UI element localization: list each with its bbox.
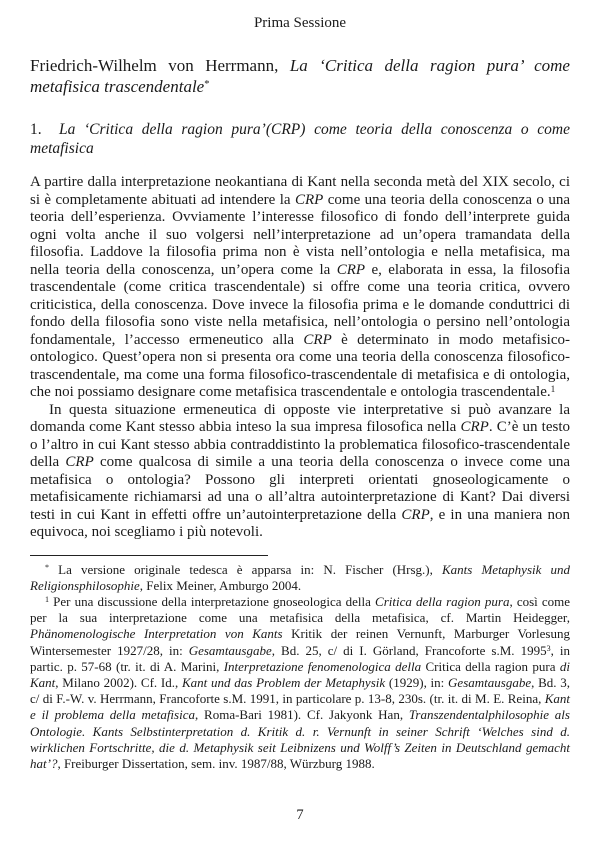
footnote-separator	[30, 555, 268, 556]
footnote: * La versione originale tedesca è apparsa in: N. Fischer (Hrsg.), Kants Metaphysik und Religionsphilosophie, Felix Meiner, Amburgo 2004.	[30, 561, 571, 593]
section-heading: 1. La ‘Critica della ragion pura’(CRP) come teoria della conoscenza o come metafisica	[30, 121, 571, 157]
page-number: 7	[296, 807, 304, 823]
footnotes	[30, 562, 570, 773]
article-title: Friedrich-Wilhelm von Herrmann, La ‘Critica della ragion pura’ come metafisica trascendentale*	[30, 56, 570, 96]
running-header: Prima Sessione	[253, 15, 347, 31]
footnote: $^1$ Per una discussione della interpretazione gnoseologica della Critica della ragion pura, così come per la sua interpretazione come una metafisica della metafisica, cf. Martin Heidegger, Phänomenologische Interpretation von Kants Kritik der reinen Vernunft, Marburger Vorlesung Wintersemester 1927/28, in: Gesamtausgabe, Bd. 25, c/ di I. Görland, Francoforte s.M. 1995$^3$, in partic. p. 57-68 (tr. it. di A. Marini, Interpretazione fenomenologica della Critica della ragion pura di Kant, Milano 2002). Cf. Id., Kant und das Problem der Metaphysik (1929), in: Gesamtausgabe, Bd. 3, c/ di F.-W. v. Herrmann, Francoforte s.M. 1991, in particolare p. 13-8, 230s. (tr. it. di M. E. Reina, Kant e il problema della metafisica, Roma-Bari 1981). Cf. Jakyonk Han, Transzendentalphilosophie als Ontologie. Kants Selbstinterpretation d. Kritik d. r. Vernunft in seiner Schrift ‘Welches sind d. wirklichen Fortschritte, die d. Metaphysik seit Leibnizens und Wolff’s Zeiten in Deutschland gemacht hat’?, Freiburger Dissertation, sem. inv. 1987/88, Würzburg 1988.	[30, 593, 571, 771]
article-body	[30, 174, 570, 542]
paragraph: In questa situazione ermeneutica di opposte vie interpretative si può avanzare la domanda come Kant stesso abbia inteso la sua impresa filosofica nella CRP. C’è un testo o l’altro in cui Kant stesso abbia contraddistinto la problematica filosofico-trascendentale della CRP come qualcosa di simile a una teoria della conoscenza o invece come una metafisica o ontologia? Possono gli interpreti orientati gnoseologicamente o metafisicamente richiamarsi ad una o all’altra autointerpretazione di Kant? Dai diversi testi in cui Kant in effetti offre un’autointerpretazione della CRP, e in una maniera non equivoca, noi scegliamo i più notevoli.	[30, 401, 571, 540]
paragraph: A partire dalla interpretazione neokantiana di Kant nella seconda metà del XIX secolo, ci si è completamente abituati ad intendere la CRP come una teoria della conoscenza o una teoria dell’esperienza. Ovviamente l’interesse filosofico di fondo dell’interprete guida ogni volta anche il suo volgersi nell’interpretazione ad un’opera tramandata della filosofia. Laddove la filosofia prima non è vista nell’ontologia e nella metafisica, ma nella teoria della conoscenza, un’opera come la CRP e, elaborata in essa, la filosofia trascendentale (come critica trascendentale) si offre come una teoria critica, ovvero criticistica, della conoscenza. Dove invece la filosofia prima e le domande conduttrici di fondo della filosofia sono viste nella metafisica, nell’ontologia o persino nell’ontologia fondamentale, l’accesso ermeneutico alla CRP è determinato in modo metafisico-ontologico. Quest’opera non si presenta ora come una teoria della conoscenza filosofico-trascendentale, ma come una forma filosofico-trascendentale di metafisica e di ontologia, che noi possiamo designare come metafisica trascendentale e ontologia trascendentale.$^1$	[30, 174, 571, 400]
